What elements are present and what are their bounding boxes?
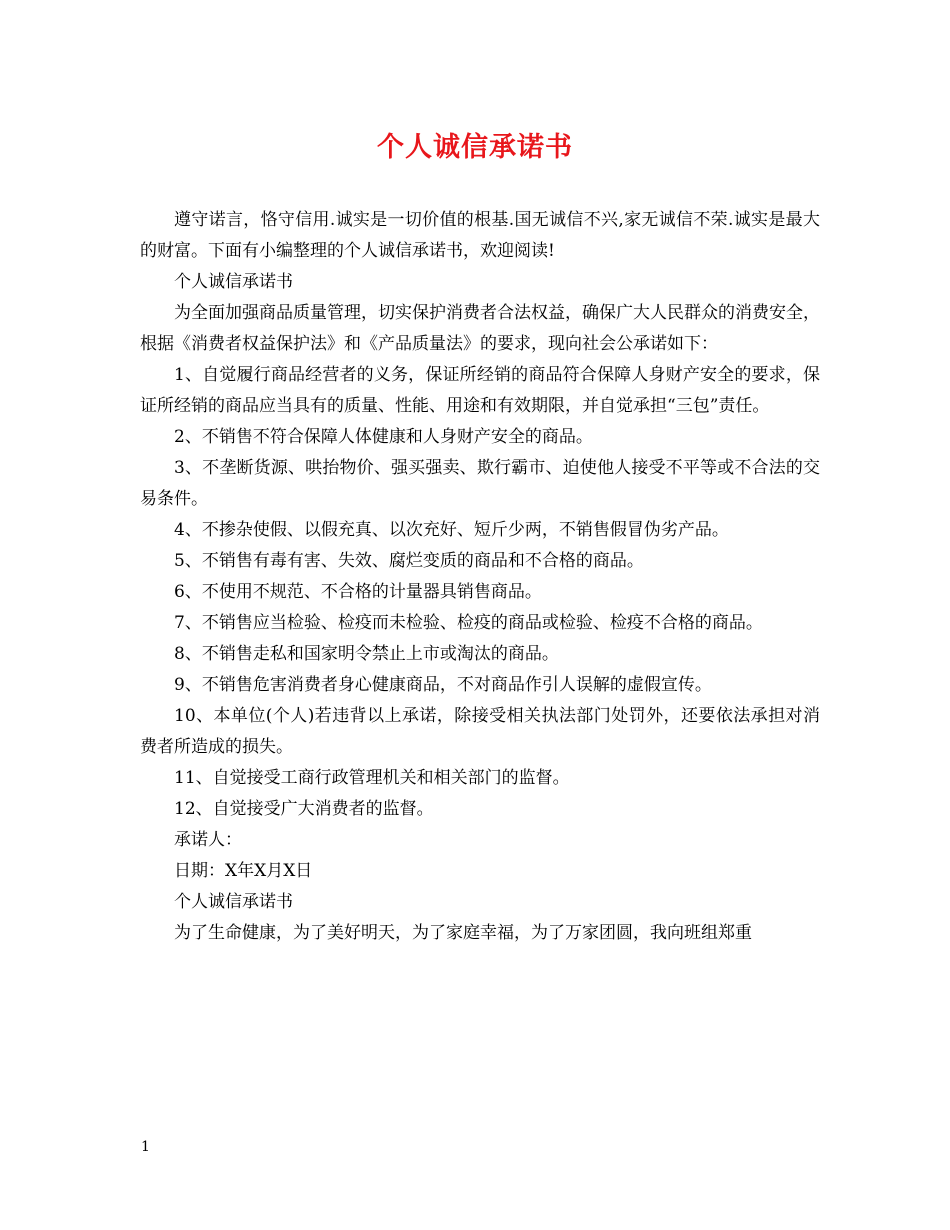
paragraph: 3、不垄断货源、哄抬物价、强买强卖、欺行霸市、迫使他人接受不平等或不合法的交易条件。 [140, 458, 820, 509]
paragraph: 9、不销售危害消费者身心健康商品，不对商品作引人误解的虚假宣传。 [174, 675, 712, 695]
paragraph: 11、自觉接受工商行政管理机关和相关部门的监督。 [174, 768, 570, 788]
page-number: 1 [141, 1139, 150, 1155]
paragraph: 2、不销售不符合保障人体健康和人身财产安全的商品。 [174, 427, 593, 447]
paragraph: 10、本单位(个人)若违背以上承诺，除接受相关执法部门处罚外，还要依法承担对消费者所造成的损失。 [140, 706, 820, 757]
paragraph: 12、自觉接受广大消费者的监督。 [174, 799, 434, 819]
paragraph: 个人诚信承诺书 [174, 892, 293, 912]
page-title: 个人诚信承诺书 [377, 132, 573, 163]
paragraph: 为了生命健康，为了美好明天，为了家庭幸福，为了万家团圆，我向班组郑重 [174, 923, 752, 943]
paragraph: 7、不销售应当检验、检疫而未检验、检疫的商品或检验、检疫不合格的商品。 [174, 613, 763, 633]
paragraph: 4、不掺杂使假、以假充真、以次充好、短斤少两，不销售假冒伪劣产品。 [174, 520, 729, 540]
paragraph: 遵守诺言，恪守信用.诚实是一切价值的根基.国无诚信不兴,家无诚信不荣.诚实是最大的财富。下面有小编整理的个人诚信承诺书，欢迎阅读! [140, 210, 820, 261]
paragraph: 1、自觉履行商品经营者的义务，保证所经销的商品符合保障人身财产安全的要求，保证所经销的商品应当具有的质量、性能、用途和有效期限，并自觉承担“三包”责任。 [140, 365, 820, 416]
paragraph: 5、不销售有毒有害、失效、腐烂变质的商品和不合格的商品。 [174, 551, 644, 571]
paragraph: 承诺人： [174, 830, 242, 850]
paragraph: 为全面加强商品质量管理，切实保护消费者合法权益，确保广大人民群众的消费安全，根据《消费者权益保护法》和《产品质量法》的要求，现向社会公承诺如下： [140, 303, 820, 354]
paragraph: 日期：X年X月X日 [174, 861, 313, 881]
document-body [140, 205, 820, 949]
paragraph: 个人诚信承诺书 [174, 272, 293, 292]
paragraph: 6、不使用不规范、不合格的计量器具销售商品。 [174, 582, 542, 602]
paragraph: 8、不销售走私和国家明令禁止上市或淘汰的商品。 [174, 644, 559, 664]
